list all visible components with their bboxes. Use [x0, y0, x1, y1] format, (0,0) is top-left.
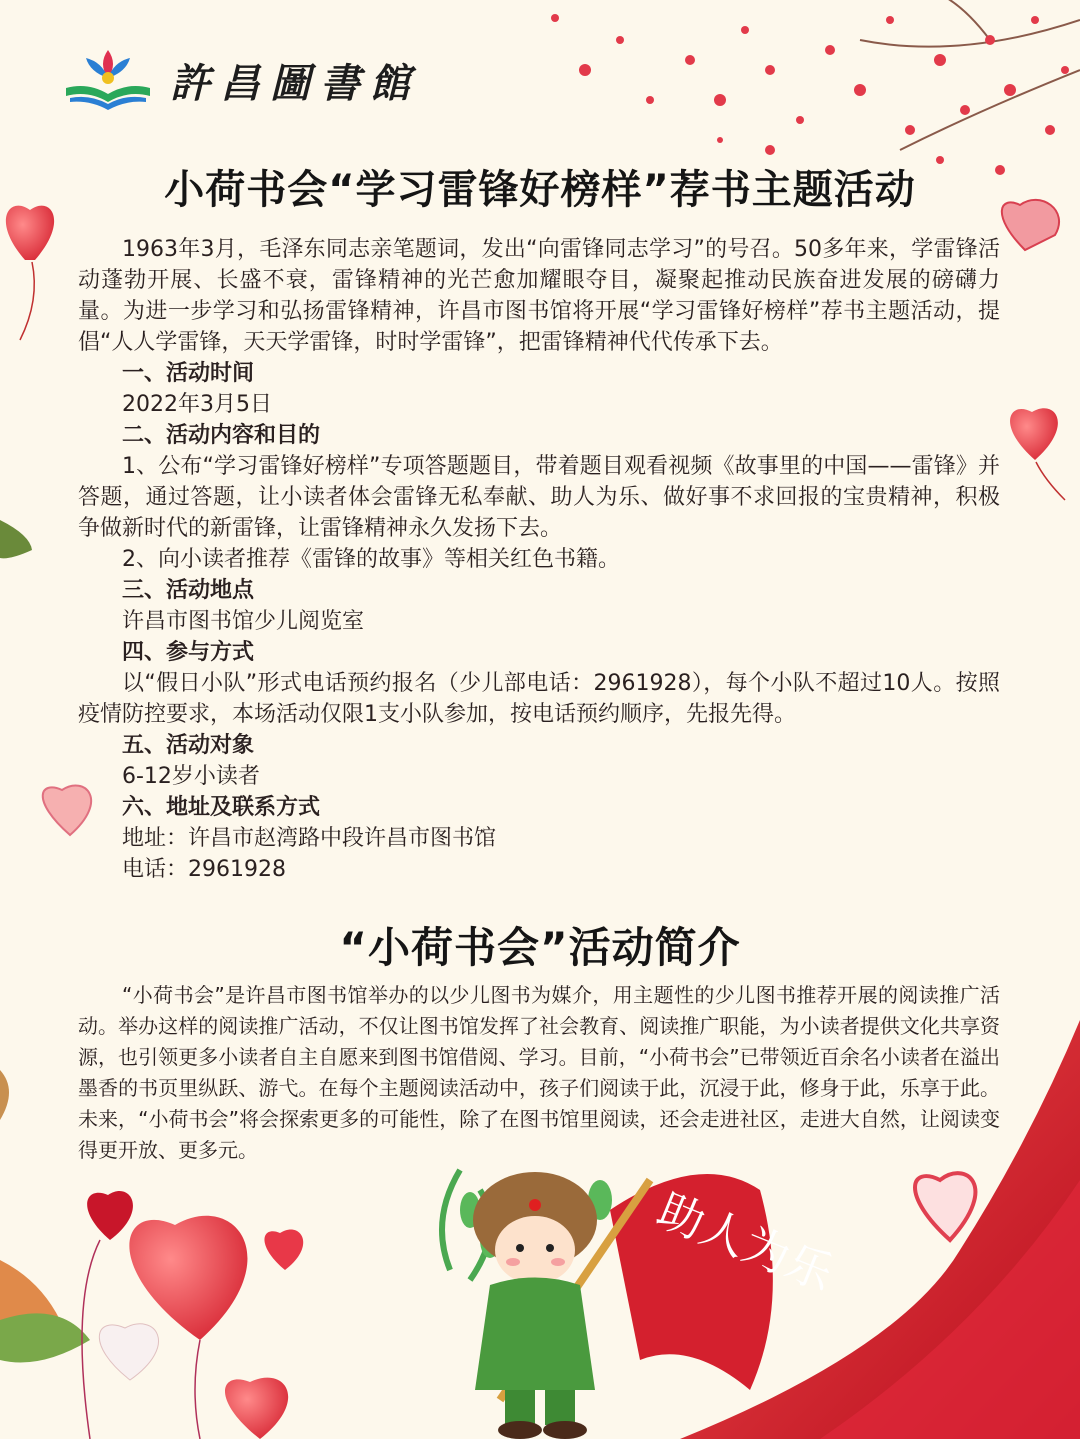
section-heading-method: 四、参与方式 — [122, 640, 255, 665]
intro-title: “小荷书会”活动简介 — [339, 923, 741, 972]
library-name: 許昌圖書館 — [170, 59, 420, 107]
section-value-time: 2022年3月5日 — [122, 392, 272, 417]
content-item-2: 2、向小读者推荐《雷锋的故事》等相关红色书籍。 — [122, 547, 620, 572]
section-heading-contact: 六、地址及联系方式 — [122, 795, 321, 820]
hearts-cluster-bottom-left — [0, 1191, 303, 1439]
page-title: 小荷书会“学习雷锋好榜样”荐书主题活动 — [164, 167, 916, 213]
leaf-left-lower-decoration — [0, 1070, 9, 1120]
heart-balloon-left — [6, 206, 54, 340]
section-heading-place: 三、活动地点 — [122, 578, 255, 603]
activity-details — [78, 234, 1000, 885]
leaf-left-decoration — [0, 520, 32, 558]
section-value-place: 许昌市图书馆少儿阅览室 — [122, 609, 365, 634]
contact-phone: 电话：2961928 — [122, 857, 286, 882]
section-value-method: 以“假日小队”形式电话预约报名（少儿部电话：2961928），每个小队不超过10人。按照疫情防控要求，本场活动仅限1支小队参加，按电话预约顺序，先报先得。 — [78, 671, 1000, 727]
content-item-1: 1、公布“学习雷锋好榜样”专项答题题目，带着题目观看视频《故事里的中国——雷锋》并答题，通过答题，让小读者体会雷锋无私奉献、助人为乐、做好事不求回报的宝贵精神，积极争做新时代的新雷锋，让雷锋精神永久发扬下去。 — [78, 454, 1000, 541]
intro-section — [78, 980, 1000, 1166]
lead-paragraph: 1963年3月，毛泽东同志亲笔题词，发出“向雷锋同志学习”的号召。50多年来，学雷锋活动蓬勃开展、长盛不衰，雷锋精神的光芒愈加耀眼夺目，凝聚起推动民族奋进发展的磅礴力量。为进一步学习和弘扬雷锋精神，许昌市图书馆将开展“学习雷锋好榜样”荐书主题活动，提倡“人人学雷锋，天天学雷锋，时时学雷锋”，把雷锋精神代代传承下去。 — [78, 237, 1000, 355]
section-heading-content: 二、活动内容和目的 — [122, 423, 321, 448]
library-logo — [60, 44, 420, 116]
heart-balloon-right — [1010, 408, 1065, 500]
intro-paragraph: “小荷书会”是许昌市图书馆举办的以少儿图书为媒介，用主题性的少儿图书推荐开展的阅读推广活动。举办这样的阅读推广活动，不仅让图书馆发挥了社会教育、阅读推广职能，为小读者提供文化共享资源，也引领更多小读者自主自愿来到图书馆借阅、学习。目前，“小荷书会”已带领近百余名小读者在溢出墨香的书页里纵跃、游弋。在每个主题阅读活动中，孩子们阅读于此，沉浸于此，修身于此，乐享于此。未来，“小荷书会”将会探索更多的可能性，除了在图书馆里阅读，还会走进社区，走进大自然，让阅读变得更开放、更多元。 — [78, 983, 1000, 1162]
heart-right-lower — [915, 1173, 975, 1240]
section-value-audience: 6-12岁小读者 — [122, 764, 260, 789]
branch-hearts-decoration — [551, 0, 1080, 175]
section-heading-audience: 五、活动对象 — [122, 733, 255, 758]
section-heading-time: 一、活动时间 — [122, 361, 255, 386]
flag-slogan: 助人为乐 — [650, 1184, 840, 1301]
lotus-book-icon — [60, 44, 156, 116]
contact-address: 地址：许昌市赵湾路中段许昌市图书馆 — [122, 826, 497, 851]
